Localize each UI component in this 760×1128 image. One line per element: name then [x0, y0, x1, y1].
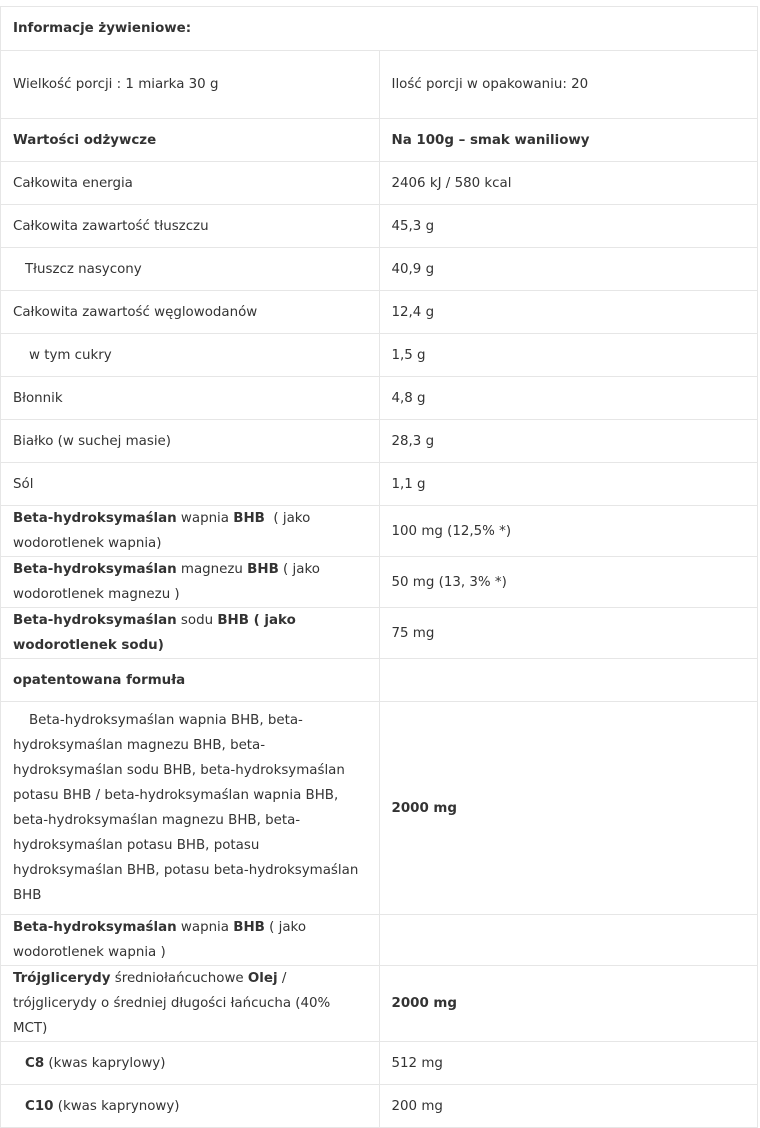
row-value — [379, 1042, 758, 1085]
row-label-segment: Całkowita zawartość tłuszczu — [13, 218, 209, 234]
row-label — [1, 659, 380, 702]
row-label-segment: w tym cukry — [29, 347, 112, 363]
row-label — [1, 557, 380, 608]
row-label — [1, 915, 380, 966]
row-label-segment: (kwas kaprylowy) — [44, 1055, 166, 1071]
row-value — [379, 1085, 758, 1128]
row-label-segment: / trójglicerydy o średniej długości łańcucha (40% MCT) — [13, 971, 335, 1036]
row-value-segment: 200 mg — [391, 1098, 443, 1114]
row-value-segment: 2000 mg — [391, 996, 457, 1011]
row-value — [379, 463, 758, 506]
row-label-segment: Całkowita energia — [13, 175, 133, 191]
row-value-segment: 1,5 g — [391, 347, 426, 363]
table-row — [1, 51, 758, 119]
row-value — [379, 702, 758, 915]
row-label-segment: Beta-hydroksymaślan — [13, 562, 177, 577]
row-value-segment: Ilość porcji w opakowaniu: 20 — [391, 77, 589, 92]
row-label-segment: BHB — [233, 920, 265, 935]
row-label-segment: opatentowana formuła — [13, 672, 186, 688]
row-label-segment: Białko (w suchej masie) — [13, 433, 172, 449]
row-value — [379, 51, 758, 119]
row-value — [379, 915, 758, 966]
row-label-segment: BHB — [247, 562, 279, 577]
row-value-segment: Na 100g – smak waniliowy — [391, 132, 590, 148]
row-value-segment: 45,3 g — [391, 218, 435, 234]
row-label — [1, 291, 380, 334]
row-label — [1, 162, 380, 205]
row-label-segment: Sól — [13, 476, 34, 492]
row-label — [1, 506, 380, 557]
row-value — [379, 162, 758, 205]
table-row — [1, 659, 758, 702]
row-value — [379, 966, 758, 1042]
row-value — [379, 557, 758, 608]
row-value — [379, 420, 758, 463]
row-label-segment: ( jako wodorotlenek magnezu ) — [13, 562, 325, 602]
row-value-segment: 2406 kJ / 580 kcal — [391, 175, 512, 191]
row-value — [379, 248, 758, 291]
row-value-segment: 50 mg (13, 3% *) — [391, 574, 507, 590]
row-label-segment: Beta-hydroksymaślan — [13, 511, 177, 526]
row-value — [379, 608, 758, 659]
table-row — [1, 162, 758, 205]
row-label-segment: wapnia — [176, 920, 234, 935]
row-label-segment: sodu — [176, 613, 218, 628]
row-label-segment: ( jako wodorotlenek wapnia) — [13, 511, 315, 551]
row-value-segment: 2000 mg — [391, 800, 457, 816]
row-label-segment: Beta-hydroksymaślan wapnia BHB, beta-hydroksymaślan magnezu BHB, beta-hydroksymaślan sodu BHB, beta-hydroksymaślan potasu BHB / beta-hydroksymaślan wapnia BHB, beta-hydroksymaślan magnezu BHB, beta-hydroksymaślan potasu BHB, potasu hydroksymaślan BHB, potasu beta-hydroksymaślan BHB — [13, 713, 363, 903]
row-label-segment: BHB — [233, 511, 265, 526]
row-label-segment: średniołańcuchowe — [110, 971, 248, 986]
row-value-segment: 1,1 g — [391, 476, 426, 492]
row-label-segment: Beta-hydroksymaślan — [13, 613, 177, 628]
table-row — [1, 119, 758, 162]
table-header-row — [1, 7, 758, 51]
row-label-segment: Wartości odżywcze — [13, 132, 157, 148]
row-value — [379, 659, 758, 702]
nutrition-table-body — [1, 7, 758, 1128]
row-label — [1, 119, 380, 162]
row-label-segment: Wielkość porcji : 1 miarka 30 g — [13, 77, 219, 92]
table-row — [1, 966, 758, 1042]
row-label-segment: Olej — [247, 971, 278, 986]
table-row — [1, 420, 758, 463]
nutrition-table — [0, 6, 758, 1128]
row-label — [1, 377, 380, 420]
row-label-segment: C8 — [25, 1055, 45, 1071]
row-value-segment: 28,3 g — [391, 433, 435, 449]
row-value-segment: 512 mg — [391, 1055, 443, 1071]
row-value-segment: 75 mg — [391, 625, 435, 641]
table-title: Informacje żywieniowe: — [1, 7, 758, 51]
row-label-segment: Całkowita zawartość węglowodanów — [13, 304, 258, 320]
row-label-segment: Beta-hydroksymaślan — [13, 920, 177, 935]
row-value-segment: 40,9 g — [391, 261, 435, 277]
table-row — [1, 557, 758, 608]
row-value — [379, 506, 758, 557]
table-row — [1, 702, 758, 915]
table-row — [1, 377, 758, 420]
row-label — [1, 1042, 380, 1085]
row-label-segment: wapnia — [176, 511, 234, 526]
row-label-segment: Trójglicerydy — [13, 971, 111, 986]
table-row — [1, 205, 758, 248]
row-label — [1, 702, 380, 915]
row-label — [1, 205, 380, 248]
row-label — [1, 1085, 380, 1128]
table-row — [1, 506, 758, 557]
row-value — [379, 205, 758, 248]
row-label-segment: Błonnik — [13, 390, 63, 406]
row-value-segment: 4,8 g — [391, 390, 426, 406]
table-row — [1, 915, 758, 966]
row-value-segment: 100 mg (12,5% *) — [391, 523, 512, 539]
row-label — [1, 966, 380, 1042]
row-label-segment: BHB ( jako wodorotlenek sodu) — [13, 613, 301, 653]
table-row — [1, 248, 758, 291]
row-label — [1, 420, 380, 463]
row-value — [379, 334, 758, 377]
row-value — [379, 377, 758, 420]
row-label — [1, 51, 380, 119]
row-label — [1, 608, 380, 659]
row-value-segment: 12,4 g — [391, 304, 435, 320]
row-label-segment: Tłuszcz nasycony — [25, 261, 142, 277]
row-label-segment: (kwas kaprynowy) — [53, 1098, 180, 1114]
row-label — [1, 463, 380, 506]
row-value — [379, 291, 758, 334]
table-row — [1, 1042, 758, 1085]
row-label-segment: C10 — [25, 1098, 54, 1114]
row-label — [1, 248, 380, 291]
table-row — [1, 334, 758, 377]
table-row — [1, 291, 758, 334]
table-row — [1, 463, 758, 506]
row-value — [379, 119, 758, 162]
row-label-segment: magnezu — [176, 562, 248, 577]
row-label-segment: ( jako wodorotlenek wapnia ) — [13, 920, 311, 960]
table-row — [1, 608, 758, 659]
table-row — [1, 1085, 758, 1128]
row-label — [1, 334, 380, 377]
